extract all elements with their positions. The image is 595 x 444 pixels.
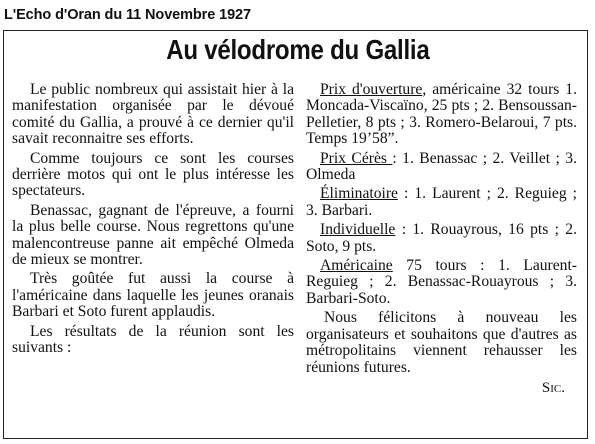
closing-paragraph: Nous félicitons à nouveau les organisateurs et souhaitons que d'autres as métropolitains viennent rehausser les réunions futures. bbox=[306, 309, 577, 376]
headline: Au vélodrome du Gallia bbox=[166, 34, 430, 65]
paragraph: Comme toujours ce sont les courses derrière motos qui ont le plus intéresse les spectateurs. bbox=[12, 149, 294, 200]
result-text: : 1. Benassac ; 2. Veillet ; 3. Olmeda bbox=[306, 149, 577, 184]
left-column bbox=[12, 82, 294, 360]
result-title: Américaine bbox=[320, 257, 393, 275]
paragraph: Les résultats de la réunion sont les suivants : bbox=[12, 322, 294, 357]
result-text: 75 tours : 1. Laurent-Reguieg ; 2. Benassac-Rouayrous ; 3. Barbari-Soto. bbox=[306, 257, 577, 307]
paragraph: Benassac, gagnant de l'épreuve, a fourni la plus belle course. Nous regrettons qu'une malencontreuse panne ait empêché Olmeda de mieux se montrer. bbox=[12, 201, 294, 269]
result-entry bbox=[306, 222, 577, 255]
result-entry bbox=[306, 186, 577, 219]
result-title: Éliminatoire bbox=[320, 185, 398, 203]
result-text: : 1. Rouayrous, 16 pts ; 2. Soto, 9 pts. bbox=[306, 221, 577, 255]
result-title: Prix Cérès bbox=[320, 149, 393, 167]
signature: Sic. bbox=[541, 379, 565, 396]
result-entry bbox=[306, 82, 577, 148]
source-line: L'Echo d'Oran du 11 Novembre 1927 bbox=[4, 7, 251, 23]
paragraph: Très goûtée fut aussi la course à l'américaine dans laquelle les jeunes oranais Barbari et Soto furent applaudis. bbox=[12, 270, 294, 321]
right-column bbox=[306, 82, 577, 396]
result-text: : 1. Laurent ; 2. Reguieg ; 3. Barbari. bbox=[306, 185, 577, 219]
result-title: Individuelle bbox=[320, 221, 396, 239]
result-entry bbox=[306, 151, 577, 184]
result-entry bbox=[306, 258, 577, 307]
paragraph: Le public nombreux qui assistait hier à la manifestation organisée par le dévoué comité du Gallia, a prouvé à ce dernier qu'il savait reconnaitre ses efforts. bbox=[12, 81, 294, 148]
result-text: , américaine 32 tours 1. Moncada-Viscaïno, 25 pts ; 2. Bensoussan-Pelletier, 8 pts ; 3. Romero-Belaroui, 7 pts. Temps 19’58”. bbox=[306, 81, 577, 148]
result-title: Prix d'ouverture bbox=[320, 81, 423, 98]
